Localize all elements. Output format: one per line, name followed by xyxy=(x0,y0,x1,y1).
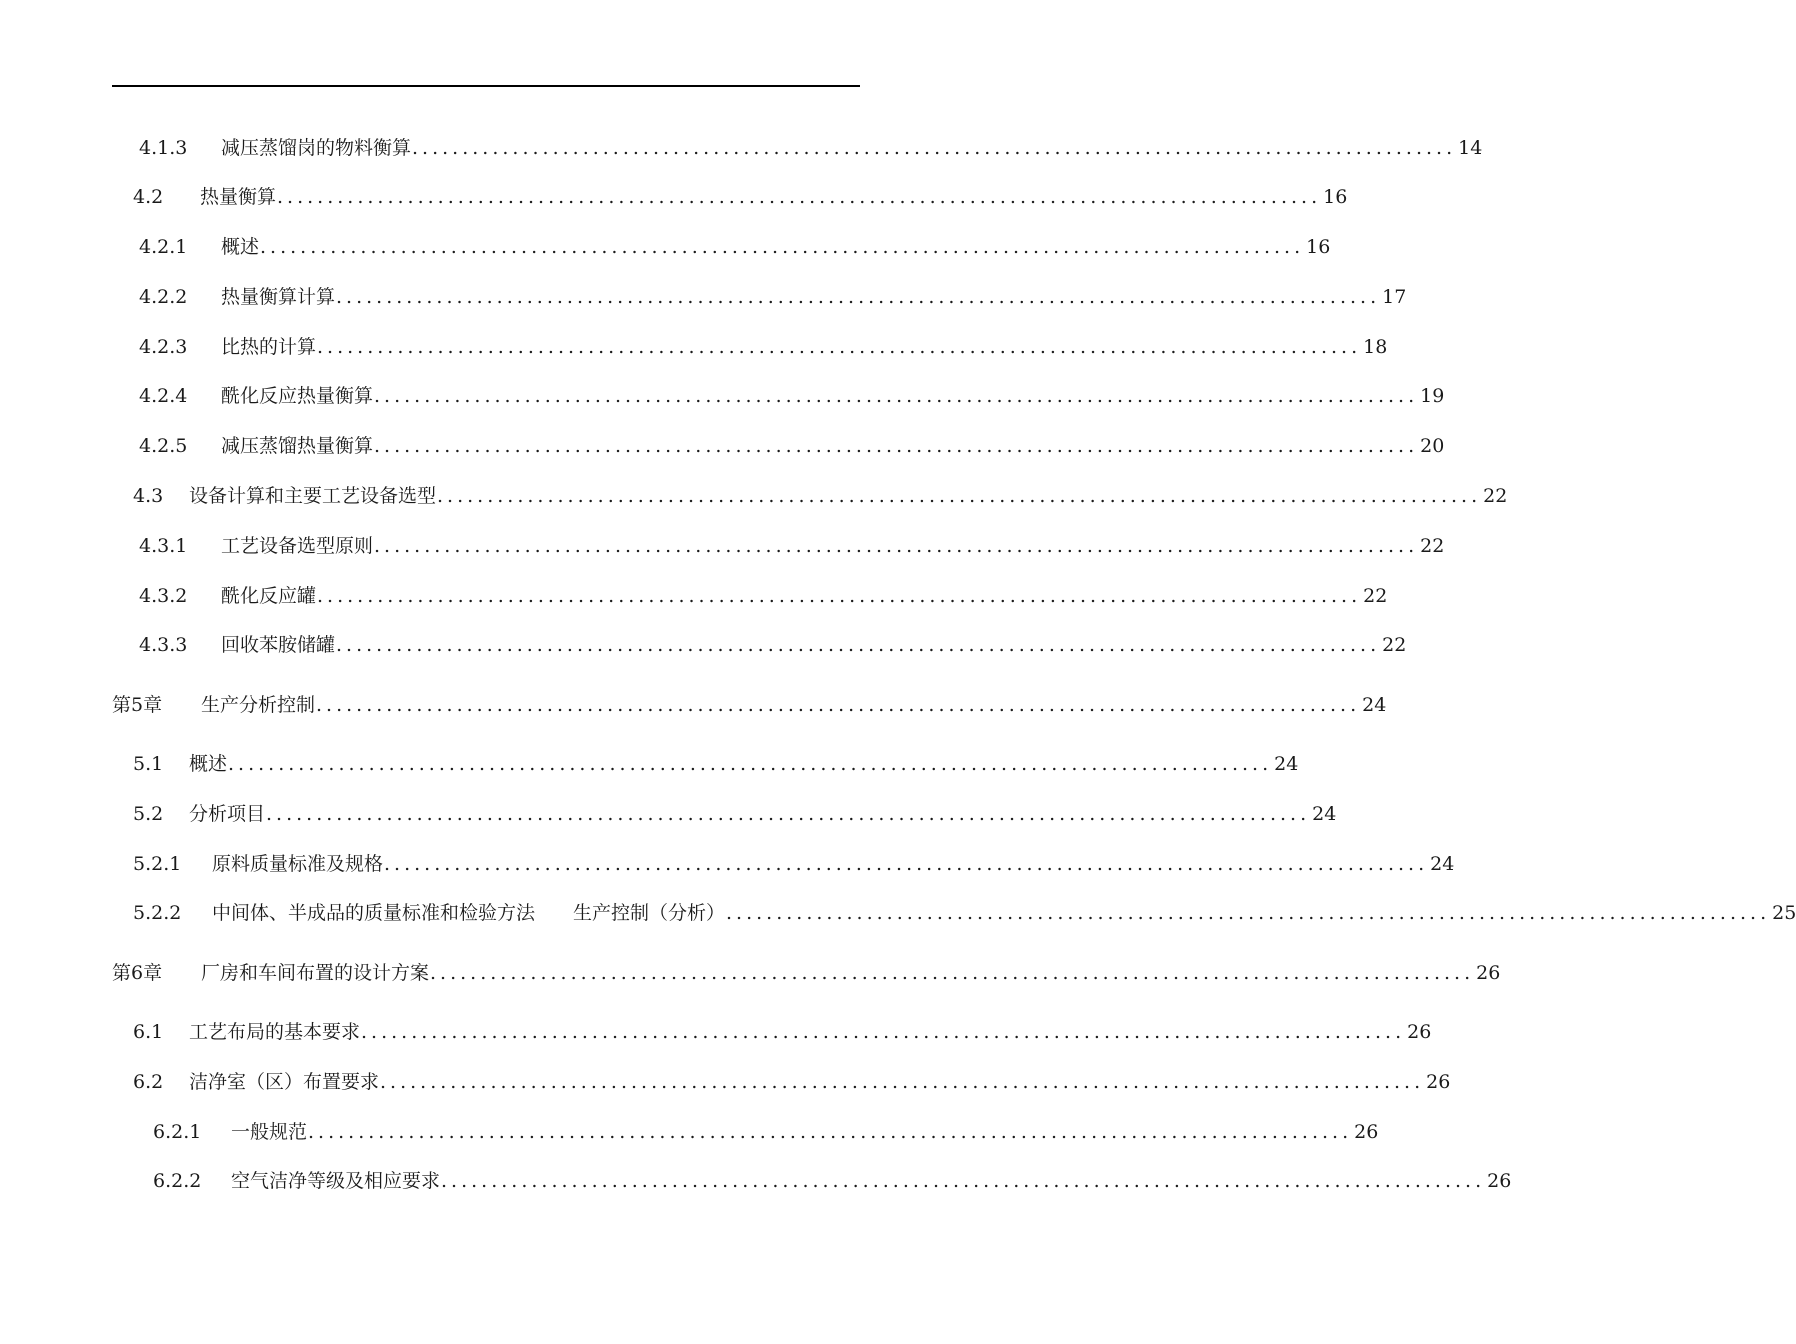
toc-entry-number: 4.3.1 xyxy=(139,535,188,557)
toc-entry-title: 比热的计算 xyxy=(221,336,317,358)
toc-entry[interactable] xyxy=(139,381,1445,411)
toc-leader-dots: ........................................................................................................ xyxy=(374,535,1419,557)
toc-entry-page: 26 xyxy=(1476,962,1501,984)
toc-entry-page: 19 xyxy=(1420,385,1445,407)
toc-entry-number: 第5章 xyxy=(112,694,163,716)
toc-leader-dots: ........................................................................................................ xyxy=(308,1121,1353,1143)
toc-leader-dots: ........................................................................................................ xyxy=(374,385,1419,407)
toc-entry-title: 减压蒸馏热量衡算 xyxy=(221,435,374,457)
toc-leader-dots: ........................................................................................................ xyxy=(380,1071,1425,1093)
toc-entry[interactable] xyxy=(133,749,1299,779)
toc-entry-page: 24 xyxy=(1274,753,1299,775)
toc-leader-dots: ........................................................................................................ xyxy=(228,753,1273,775)
toc-entry-number: 5.2.2 xyxy=(133,902,182,924)
toc-entry[interactable] xyxy=(139,431,1445,461)
toc-entry-page: 17 xyxy=(1382,286,1407,308)
toc-entry-title: 概述 xyxy=(189,753,228,775)
toc-entry-number: 4.3.2 xyxy=(139,585,188,607)
toc-entry-page: 25 xyxy=(1772,902,1796,924)
toc-entry[interactable] xyxy=(153,1117,1379,1147)
toc-entry-number: 6.2.2 xyxy=(153,1170,202,1192)
toc-entry-page: 24 xyxy=(1430,853,1455,875)
toc-entry-title: 酰化反应罐 xyxy=(221,585,317,607)
toc-entry[interactable] xyxy=(133,898,1796,928)
toc-entry-number: 4.2.1 xyxy=(139,236,188,258)
toc-entry-page: 18 xyxy=(1363,336,1388,358)
toc-entry[interactable] xyxy=(133,849,1455,879)
toc-leader-dots: ........................................................................................................ xyxy=(361,1021,1406,1043)
toc-entry-page: 22 xyxy=(1363,585,1388,607)
toc-leader-dots: ........................................................................................................ xyxy=(374,435,1419,457)
toc-entry-chapter[interactable] xyxy=(112,958,1501,988)
toc-entry-number: 6.1 xyxy=(133,1021,164,1043)
toc-entry-title: 一般规范 xyxy=(231,1121,308,1143)
toc-entry-page: 24 xyxy=(1362,694,1387,716)
toc-entry[interactable] xyxy=(139,232,1331,262)
toc-entry-title: 酰化反应热量衡算 xyxy=(221,385,374,407)
toc-entry-number: 4.3 xyxy=(133,485,164,507)
toc-entry-number: 4.2.2 xyxy=(139,286,188,308)
toc-entry-page: 16 xyxy=(1306,236,1331,258)
toc-leader-dots: ........................................................................................................ xyxy=(437,485,1482,507)
toc-entry-title: 分析项目 xyxy=(189,803,266,825)
toc-entry-page: 16 xyxy=(1323,186,1348,208)
toc-entry-page: 26 xyxy=(1354,1121,1379,1143)
toc-entry-page: 14 xyxy=(1458,137,1483,159)
toc-entry-title: 热量衡算计算 xyxy=(221,286,336,308)
toc-entry[interactable] xyxy=(133,182,1348,212)
toc-entry[interactable] xyxy=(139,332,1388,362)
toc-leader-dots: ........................................................................................................ xyxy=(277,186,1322,208)
toc-entry-title: 生产分析控制 xyxy=(201,694,316,716)
toc-entry[interactable] xyxy=(139,531,1445,561)
toc-entry[interactable] xyxy=(139,133,1483,163)
toc-entry-number: 6.2 xyxy=(133,1071,164,1093)
toc-entry[interactable] xyxy=(139,630,1407,660)
toc-entry-page: 20 xyxy=(1420,435,1445,457)
toc-entry[interactable] xyxy=(139,282,1407,312)
toc-entry-title: 原料质量标准及规格 xyxy=(212,853,384,875)
toc-entry-page: 26 xyxy=(1426,1071,1451,1093)
toc-leader-dots: ........................................................................................................ xyxy=(317,585,1362,607)
toc-leader-dots: ........................................................................................................ xyxy=(412,137,1457,159)
toc-entry-title: 工艺布局的基本要求 xyxy=(189,1021,361,1043)
toc-entry-number: 6.2.1 xyxy=(153,1121,202,1143)
toc-entry-number: 4.1.3 xyxy=(139,137,188,159)
toc-entry-number: 4.2.4 xyxy=(139,385,188,407)
toc-entry-number: 5.2 xyxy=(133,803,164,825)
toc-entry-page: 26 xyxy=(1487,1170,1512,1192)
toc-entry[interactable] xyxy=(133,799,1337,829)
header-rule xyxy=(112,85,860,87)
toc-entry[interactable] xyxy=(133,481,1508,511)
toc-leader-dots: ........................................................................................................ xyxy=(317,336,1362,358)
toc-entry-page: 22 xyxy=(1382,634,1407,656)
toc-entry-number: 4.3.3 xyxy=(139,634,188,656)
toc-entry-title: 工艺设备选型原则 xyxy=(221,535,374,557)
toc-entry-number: 5.1 xyxy=(133,753,164,775)
toc-entry[interactable] xyxy=(133,1067,1451,1097)
toc-entry-number: 4.2.5 xyxy=(139,435,188,457)
toc-entry-title: 中间体、半成品的质量标准和检验方法 生产控制（分析） xyxy=(212,902,726,924)
toc-entry-title: 洁净室（区）布置要求 xyxy=(189,1071,380,1093)
toc-entry[interactable] xyxy=(133,1017,1432,1047)
toc-entry-title: 概述 xyxy=(221,236,260,258)
toc-entry-page: 22 xyxy=(1420,535,1445,557)
toc-leader-dots: ........................................................................................................ xyxy=(430,962,1475,984)
toc-entry-title: 设备计算和主要工艺设备选型 xyxy=(189,485,437,507)
toc-entry-title: 回收苯胺储罐 xyxy=(221,634,336,656)
toc-leader-dots: ........................................................................................................ xyxy=(316,694,1361,716)
toc-entry-number: 4.2 xyxy=(133,186,164,208)
toc-leader-dots: ........................................................................................................ xyxy=(336,286,1381,308)
toc-entry-page: 26 xyxy=(1407,1021,1432,1043)
toc-entry-title: 热量衡算 xyxy=(200,186,277,208)
toc-entry-title: 厂房和车间布置的设计方案 xyxy=(201,962,430,984)
toc-leader-dots: ........................................................................................................ xyxy=(336,634,1381,656)
toc-leader-dots: ........................................................................................................ xyxy=(266,803,1311,825)
toc-entry-title: 减压蒸馏岗的物料衡算 xyxy=(221,137,412,159)
toc-entry-page: 22 xyxy=(1483,485,1508,507)
toc-entry-chapter[interactable] xyxy=(112,690,1387,720)
toc-entry-number: 5.2.1 xyxy=(133,853,182,875)
toc-entry[interactable] xyxy=(139,581,1388,611)
toc-leader-dots: ........................................................................................................ xyxy=(726,902,1771,924)
toc-leader-dots: ........................................................................................................ xyxy=(384,853,1429,875)
toc-entry-number: 第6章 xyxy=(112,962,163,984)
toc-leader-dots: ........................................................................................................ xyxy=(441,1170,1486,1192)
toc-entry-title: 空气洁净等级及相应要求 xyxy=(231,1170,441,1192)
toc-entry[interactable] xyxy=(153,1166,1512,1196)
toc-leader-dots: ........................................................................................................ xyxy=(260,236,1305,258)
toc-entry-page: 24 xyxy=(1312,803,1337,825)
toc-entry-number: 4.2.3 xyxy=(139,336,188,358)
